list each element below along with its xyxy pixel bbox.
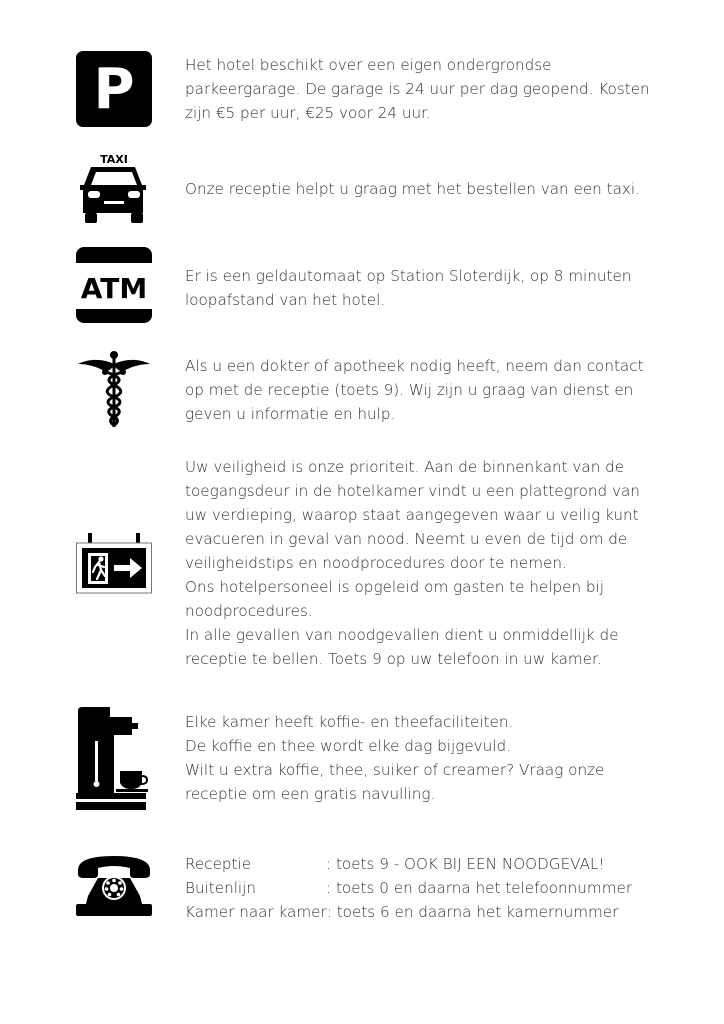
phone-row-outside-line xyxy=(185,876,685,900)
atm-icon-label: ATM xyxy=(80,272,148,305)
safety-text xyxy=(185,455,665,671)
coffee-line-3: Wilt u extra koffie, thee, suiker of creamer? Vraag onze receptie om een gratis navulling. xyxy=(185,761,605,803)
phone-label: Buitenlijn xyxy=(185,879,256,897)
coffee-text xyxy=(185,710,665,806)
telephone-icon xyxy=(76,852,152,916)
parking-text: Het hotel beschikt over een eigen ondergrondse parkeergarage. De garage is 24 uur per dag geopend. Kosten zijn €5 per uur, €25 voor 24 uur. xyxy=(185,56,650,122)
caduceus-icon xyxy=(76,350,152,428)
taxi-icon xyxy=(76,153,152,225)
safety-paragraph-3: In alle gevallen van noodgevallen dient u onmiddellijk de receptie te bellen. Toets 9 op uw telefoon in uw kamer. xyxy=(185,626,619,668)
phone-label: Receptie xyxy=(185,855,252,873)
coffee-line-1: Elke kamer heeft koffie- en theefaciliteiten. xyxy=(185,713,514,731)
phone-row-reception xyxy=(185,852,685,876)
safety-paragraph-2: Ons hotelpersoneel is opgeleid om gasten te helpen bij noodprocedures. xyxy=(185,578,604,620)
coffee-line-2: De koffie en thee wordt elke dag bijgevuld. xyxy=(185,737,511,755)
atm-text: Er is een geldautomaat op Station Sloterdijk, op 8 minuten loopafstand van het hotel. xyxy=(185,267,632,309)
parking-icon-letter: P xyxy=(93,57,135,122)
emergency-exit-icon xyxy=(76,532,152,594)
atm-icon xyxy=(76,247,152,323)
phone-value: : toets 6 en daarna het kamernummer xyxy=(326,903,619,921)
phone-list xyxy=(185,852,685,924)
parking-icon xyxy=(76,51,152,127)
safety-paragraph-1: Uw veiligheid is onze prioriteit. Aan de binnenkant van de toegangsdeur in de hotelkamer vindt u een plattegrond van uw verdieping, waarop staat aangegeven waar u veilig kunt evacueren in geval van nood. Neemt u even de tijd om de veiligheidstips en noodprocedures door te nemen. xyxy=(185,458,640,572)
medical-text: Als u een dokter of apotheek nodig heeft, neem dan contact op met de receptie (toets 9). Wij zijn u graag van dienst en geven u informatie en hulp. xyxy=(185,357,644,423)
phone-value: : toets 0 en daarna het telefoonnummer xyxy=(326,879,633,897)
phone-label: Kamer naar kamer xyxy=(185,903,327,921)
taxi-text: Onze receptie helpt u graag met het bestellen van een taxi. xyxy=(185,180,640,198)
phone-row-room-to-room xyxy=(185,900,685,924)
taxi-icon-label: TAXI xyxy=(100,153,128,166)
phone-value: : toets 9 - OOK BIJ EEN NOODGEVAL! xyxy=(326,855,605,873)
coffee-machine-icon xyxy=(76,707,152,810)
